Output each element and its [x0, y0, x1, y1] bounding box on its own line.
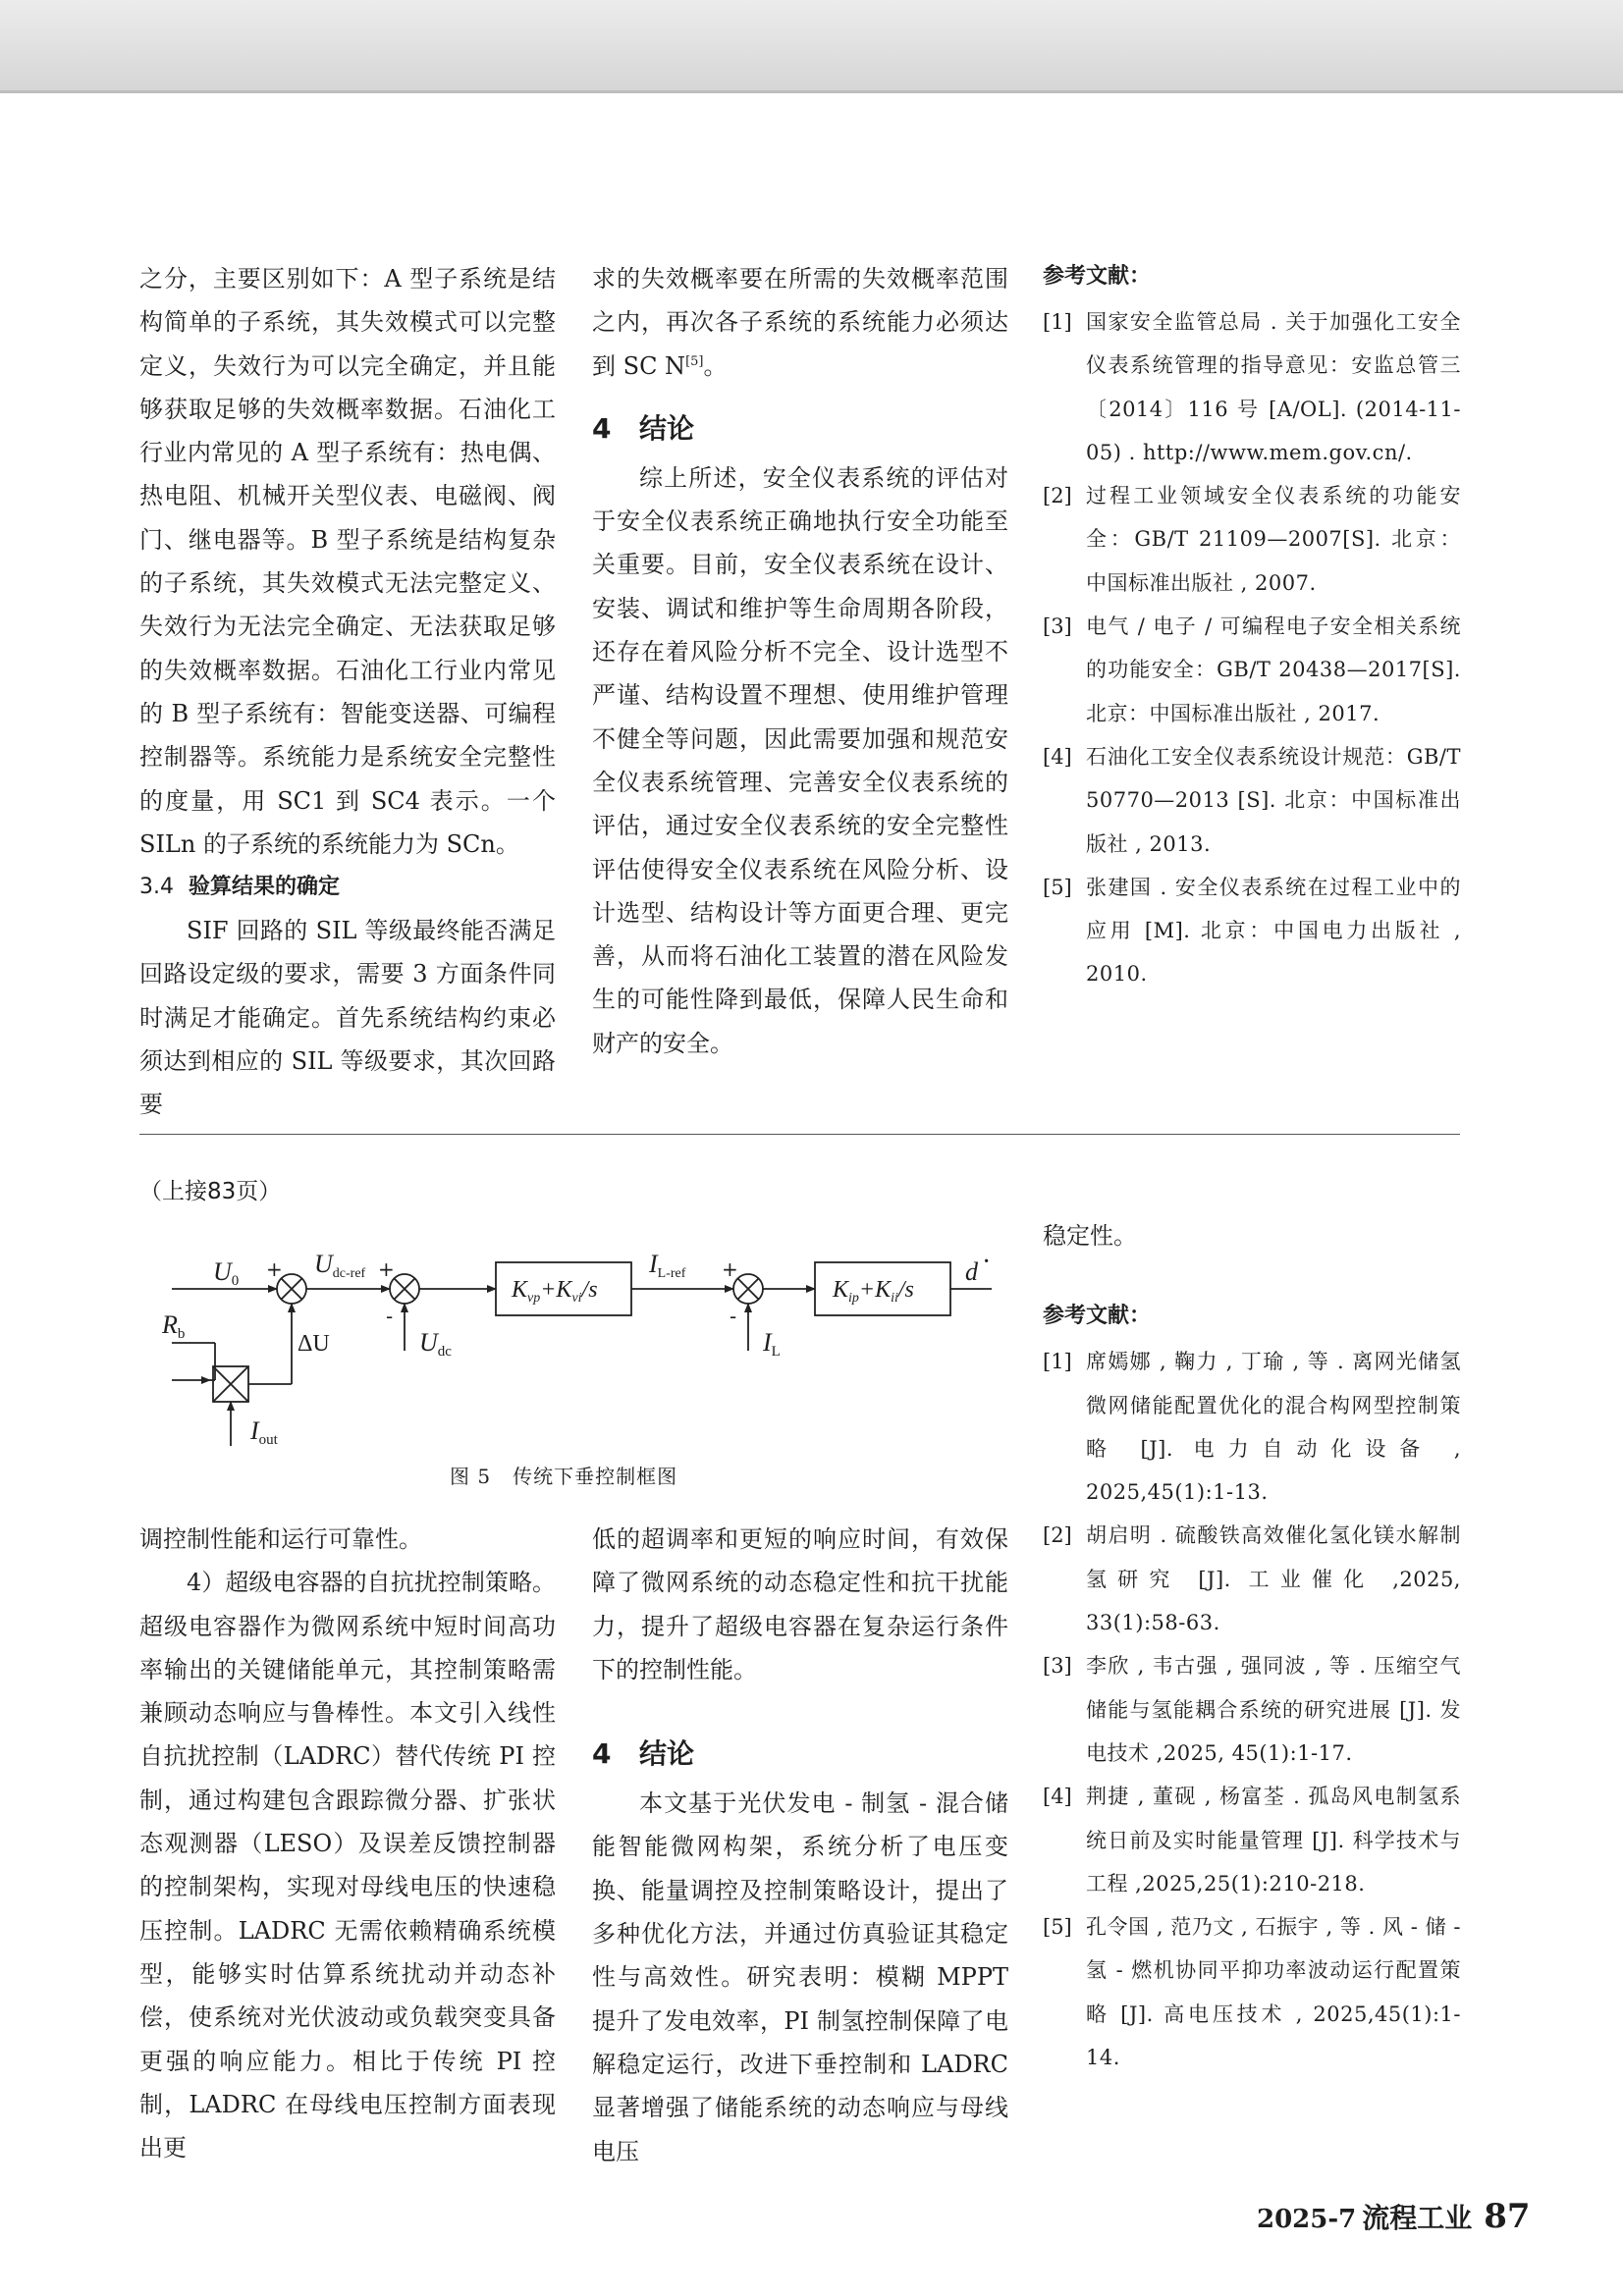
section-heading: 4 结论	[592, 411, 695, 445]
reference-text: 过程工业领域安全仪表系统的功能安全：GB/T 21109—2007[S]. 北京：中国标准出版社 , 2007.	[1086, 484, 1461, 595]
paragraph: 稳定性。	[1043, 1222, 1137, 1250]
bottom-right-column	[1043, 1214, 1461, 2079]
paragraph: 本文基于光伏发电 - 制氢 - 混合储能智能微网构架，系统分析了电压变换、能量调控及控制策略设计，提出了多种优化方法，并通过仿真验证其稳定性与高效性。研究表明：模糊 MPPT 提升了发电效率，PI 制氢控制保障了电解稳定运行，改进下垂控制和 LADRC 显著增强了储能系统的动态响应与母线电压	[592, 1789, 1008, 2165]
label-u0: U0	[213, 1257, 240, 1289]
paragraph: 之分，主要区别如下：A 型子系统是结构简单的子系统，其失效模式可以完整定义，失效行为可以完全确定，并且能够获取足够的失效概率数据。石油化工行业内常见的 A 型子系统有：热电偶、热电阻、机械开关型仪表、电磁阀、阀门、继电器等。B 型子系统是结构复杂的子系统，其失效模式无法完整定义、失效行为无法完全确定、无法获取足够的失效概率数据。石油化工行业内常见的 B 型子系统有：智能变送器、可编程控制器等。系统能力是系统安全完整性的度量，用 SC1 到 SC4 表示。一个 SILn 的子系统的系统能力为 SCn。	[139, 265, 556, 858]
reference-item	[1043, 1340, 1461, 1514]
label-delta-u: ΔU	[298, 1331, 330, 1357]
reference-item	[1043, 300, 1461, 474]
sign-plus: +	[266, 1257, 283, 1281]
droop-control-block-diagram	[162, 1235, 1026, 1456]
subsection-heading: 3.4 验算结果的确定	[139, 875, 341, 900]
paragraph: 求的失效概率要在所需的失效概率范围之内，再次各子系统的系统能力必须达到 SC N[5]。	[592, 265, 1008, 380]
sign-minus: -	[730, 1305, 737, 1328]
sign-plus: +	[378, 1257, 395, 1281]
top-middle-column	[592, 257, 1008, 1065]
reference-item	[1043, 866, 1461, 996]
figure-caption: 图 5 传统下垂控制框图	[450, 1465, 678, 1488]
reference-item	[1043, 1514, 1461, 1644]
reference-text: 李欣 , 韦古强 , 强同波 , 等 . 压缩空气储能与氢能耦合系统的研究进展 [J]. 发电技术 ,2025, 45(1):1-17.	[1086, 1654, 1461, 1765]
reference-number: [4]	[1043, 744, 1072, 769]
reference-number: [4]	[1043, 1785, 1072, 1809]
label-pi-current: $K_{ip}+K_{ii}/s$	[833, 1277, 914, 1306]
reference-text: 电气 / 电子 / 可编程电子安全相关系统的功能安全：GB/T 20438—2017[S]. 北京：中国标准出版社 , 2017.	[1086, 614, 1461, 725]
journal-name: 流程工业	[1362, 2202, 1473, 2234]
top-references	[1043, 257, 1461, 996]
bottom-middle-column	[592, 1518, 1008, 2173]
reference-item	[1043, 474, 1461, 605]
reference-text: 国家安全监管总局 . 关于加强化工安全仪表系统管理的指导意见：安监总管三〔2014〕116 号 [A/OL]. (2014-11-05) . http://www.mem.gov.cn/.	[1086, 310, 1461, 464]
section-heading: 4 结论	[592, 1737, 695, 1771]
reference-item	[1043, 1775, 1461, 1905]
reference-item	[1043, 1905, 1461, 2079]
page-footer	[1257, 2197, 1531, 2236]
label-il: IL	[763, 1328, 781, 1360]
label-udc: Udc	[419, 1328, 452, 1360]
reference-number: [2]	[1043, 1523, 1072, 1548]
sign-minus: -	[386, 1305, 394, 1328]
reference-text: 孔令国 , 范乃文 , 石振宇 , 等 . 风 - 储 - 氢 - 燃机协同平抑功率波动运行配置策略 [J]. 高电压技术 , 2025,45(1):1-14.	[1086, 1915, 1461, 2070]
top-left-column	[139, 257, 556, 1127]
references-title: 参考文献：	[1043, 1304, 1152, 1329]
paragraph: 4）超级电容器的自抗扰控制策略。超级电容器作为微网系统中短时间高功率输出的关键储能单元，其控制策略需兼顾动态响应与鲁棒性。本文引入线性自抗扰控制（LADRC）替代传统 PI 控制，通过构建包含跟踪微分器、扩张状态观测器（LESO）及误差反馈控制器的控制架构，实现对母线电压的快速稳压控制。LADRC 无需依赖精确系统模型，能够实时估算系统扰动并动态补偿，使系统对光伏波动或负载突变具备更强的响应能力。相比于传统 PI 控制，LADRC 在母线电压控制方面表现出更	[139, 1569, 556, 2163]
page-number: 87	[1484, 2197, 1531, 2236]
label-d: d ·	[965, 1247, 992, 1286]
label-udc-ref: Udc-ref	[314, 1250, 366, 1281]
reference-text: 席嫣娜 , 鞠力 , 丁瑜 , 等 . 离网光储氢微网储能配置优化的混合构网型控制策略 [J]. 电力自动化设备 , 2025,45(1):1-13.	[1086, 1350, 1461, 1505]
bottom-left-column	[139, 1518, 556, 2169]
reference-text: 石油化工安全仪表系统设计规范：GB/T 50770—2013 [S]. 北京：中国标准出版社 , 2013.	[1086, 744, 1461, 856]
reference-number: [5]	[1043, 1915, 1072, 1940]
reference-number: [2]	[1043, 484, 1072, 508]
paragraph: 综上所述，安全仪表系统的评估对于安全仪表系统正确地执行安全功能至关重要。目前，安全仪表系统在设计、安装、调试和维护等生命周期各阶段，还存在着风险分析不完全、设计选型不严谨、结构设置不理想、使用维护管理不健全等问题，因此需要加强和规范安全仪表系统管理、完善安全仪表系统的评估，通过安全仪表系统的安全完整性评估使得安全仪表系统在风险分析、设计选型、结构设计等方面更合理、更完善，从而将石油化工装置的潜在风险发生的可能性降到最低，保障人民生命和财产的安全。	[592, 463, 1008, 1057]
continued-note: （上接83页）	[139, 1179, 282, 1204]
sign-plus: +	[722, 1257, 738, 1281]
label-il-ref: IL-ref	[649, 1250, 686, 1281]
reference-number: [3]	[1043, 1654, 1072, 1679]
paragraph: 调控制性能和运行可靠性。	[139, 1525, 422, 1553]
label-pi-voltage: $K_{vp}+K_{vi}/s$	[512, 1277, 598, 1306]
reference-text: 张建国 . 安全仪表系统在过程工业中的应用 [M]. 北京：中国电力出版社 , 2010.	[1086, 875, 1461, 987]
paragraph: SIF 回路的 SIL 等级最终能否满足回路设定级的要求，需要 3 方面条件同时满足才能确定。首先系统结构约束必须达到相应的 SIL 等级要求，其次回路要	[139, 917, 556, 1119]
section-divider	[139, 1134, 1460, 1135]
paragraph: 低的超调率和更短的响应时间，有效保障了微网系统的动态稳定性和抗干扰能力，提升了超级电容器在复杂运行条件下的控制性能。	[592, 1525, 1008, 1683]
reference-text: 荆捷 , 董砚 , 杨富荃 . 孤岛风电制氢系统日前及实时能量管理 [J]. 科学技术与工程 ,2025,25(1):210-218.	[1086, 1785, 1461, 1896]
reference-number: [1]	[1043, 310, 1072, 334]
citation: [5]	[685, 353, 704, 369]
reference-number: [3]	[1043, 614, 1072, 639]
reference-text: 胡启明 . 硫酸铁高效催化氢化镁水解制氢研究 [J]. 工业催化 ,2025, 33(1):58-63.	[1086, 1523, 1461, 1635]
issue-date: 2025-7	[1257, 2205, 1357, 2234]
viewer-top-bar	[0, 0, 1623, 93]
reference-item	[1043, 1644, 1461, 1775]
reference-item	[1043, 605, 1461, 735]
references-title: 参考文献：	[1043, 264, 1152, 289]
reference-item	[1043, 735, 1461, 866]
label-rb: Rb	[162, 1310, 186, 1342]
label-iout: Iout	[250, 1416, 278, 1448]
reference-number: [5]	[1043, 875, 1072, 899]
reference-number: [1]	[1043, 1350, 1072, 1374]
